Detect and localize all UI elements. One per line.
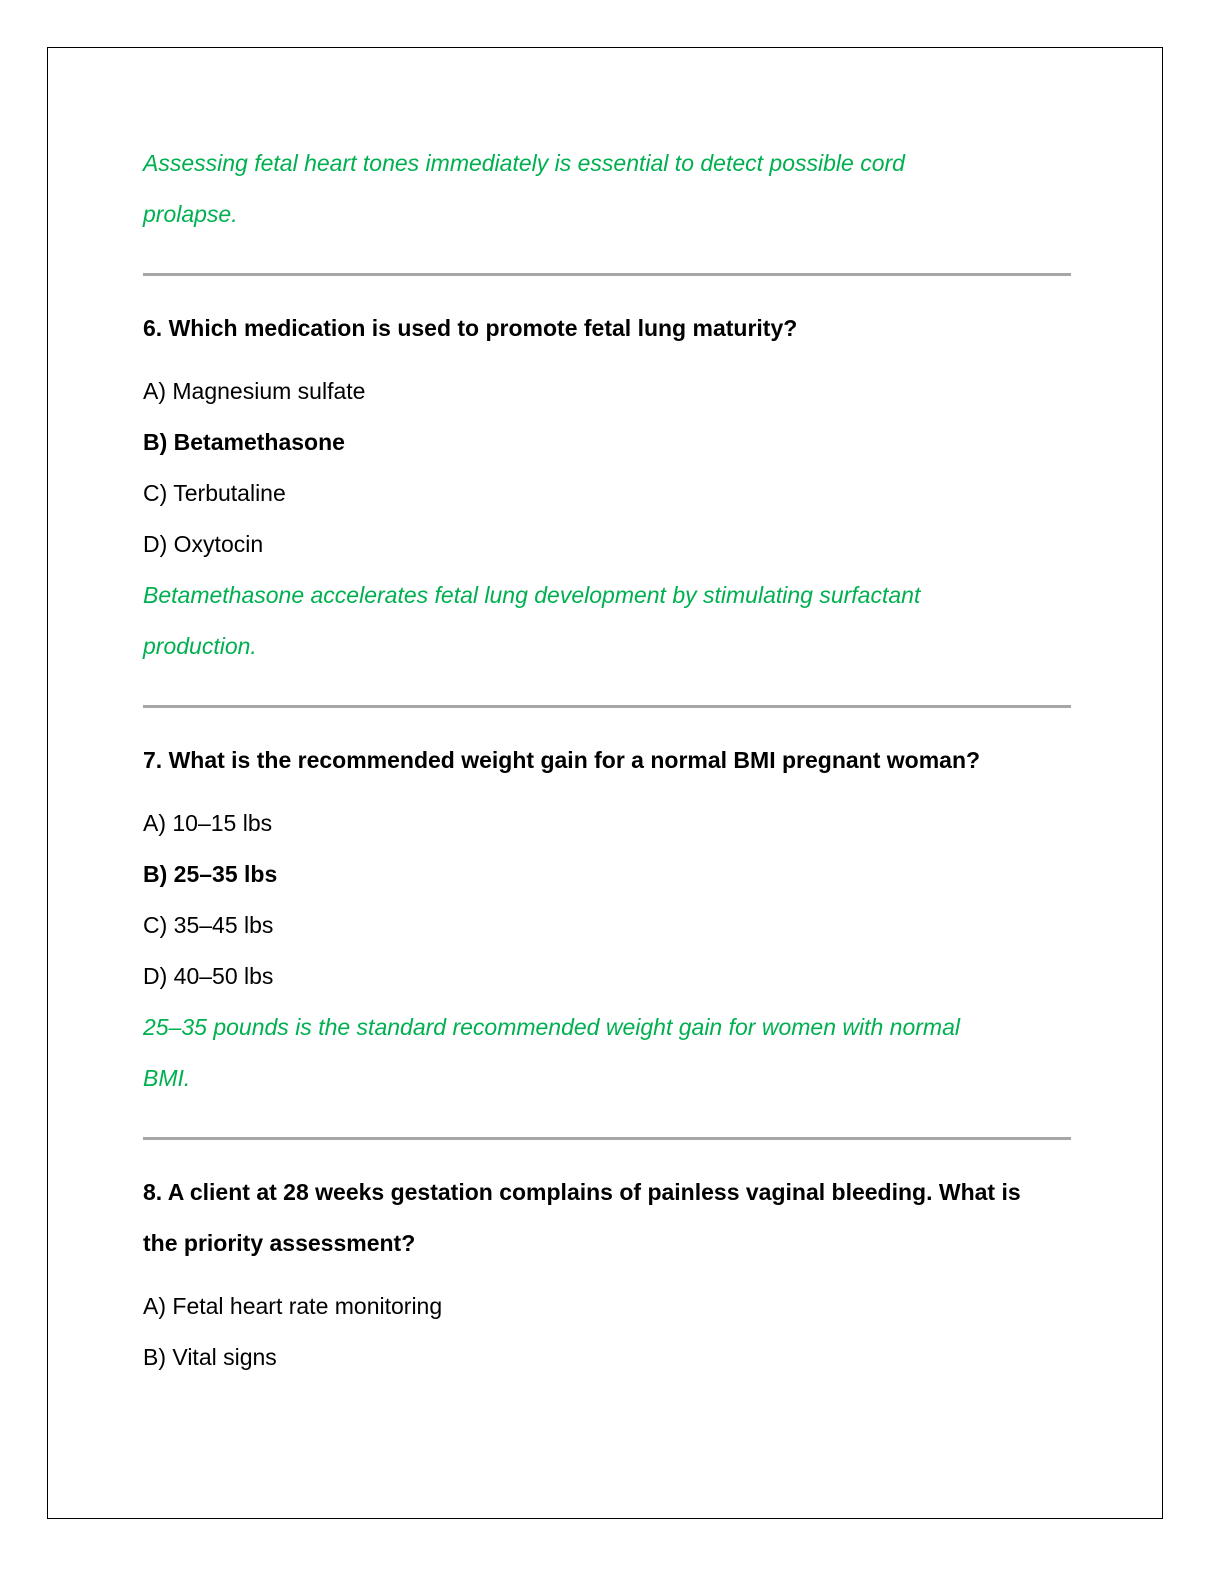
- question-text: the priority assessment?: [143, 1230, 416, 1256]
- explanation-text: Betamethasone accelerates fetal lung development by stimulating surfactant: [143, 582, 921, 608]
- answer-option-correct: B) 25–35 lbs: [143, 861, 278, 887]
- document-content: [143, 138, 1073, 1383]
- question-text: 7. What is the recommended weight gain for a normal BMI pregnant woman?: [143, 747, 981, 773]
- answer-option: B) Vital signs: [143, 1344, 277, 1370]
- answer-option: D) 40–50 lbs: [143, 963, 274, 989]
- answer-option: C) 35–45 lbs: [143, 912, 274, 938]
- question-text: 6. Which medication is used to promote fetal lung maturity?: [143, 315, 798, 341]
- question-block: [143, 303, 1073, 672]
- question-block: [143, 735, 1073, 1104]
- question-text: 8. A client at 28 weeks gestation complains of painless vaginal bleeding. What is: [143, 1179, 1021, 1205]
- explanation-text: 25–35 pounds is the standard recommended weight gain for women with normal: [143, 1014, 960, 1040]
- question-block: [143, 1167, 1073, 1383]
- explanation-text: Assessing fetal heart tones immediately is essential to detect possible cord: [143, 150, 905, 176]
- answer-option: C) Terbutaline: [143, 480, 286, 506]
- answer-option-correct: B) Betamethasone: [143, 429, 345, 455]
- explanation-text: BMI.: [143, 1065, 191, 1091]
- explanation-text: prolapse.: [143, 201, 238, 227]
- answer-option: D) Oxytocin: [143, 531, 264, 557]
- answer-option: A) Fetal heart rate monitoring: [143, 1293, 443, 1319]
- answer-option: A) 10–15 lbs: [143, 810, 273, 836]
- explanation-text: production.: [143, 633, 257, 659]
- answer-option: A) Magnesium sulfate: [143, 378, 366, 404]
